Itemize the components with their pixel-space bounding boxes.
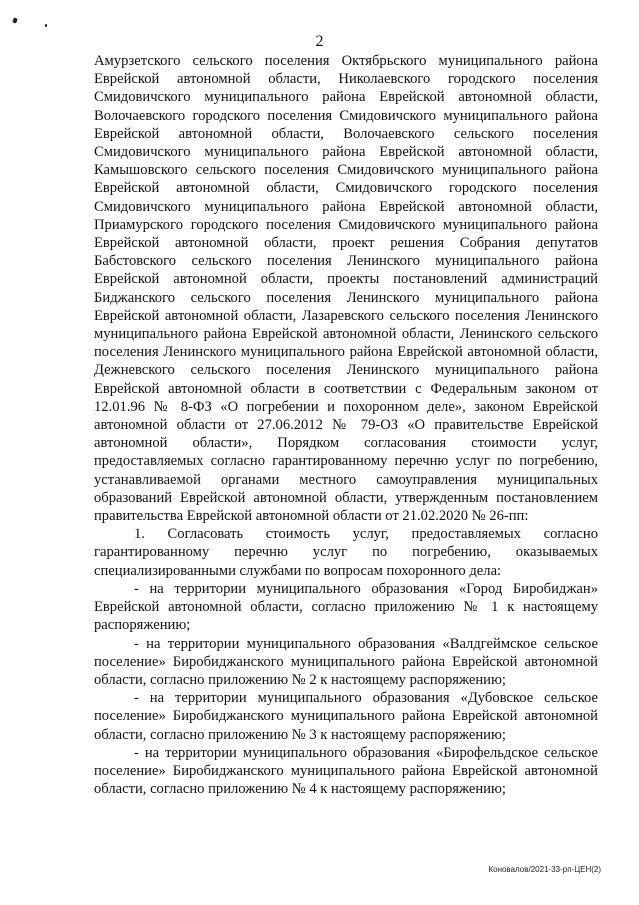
document-reference-code: Коновалов/2021-33-рп-ЦЕН(2) [488, 865, 601, 874]
sub-item-2: - на территории муниципального образования «Валдгеймское сельское поселение» Биробиджанского муниципального района Еврейской автономной области, согласно приложению № 2 к настоящему распоряжению; [94, 635, 598, 688]
sub-item-4: - на территории муниципального образования «Бирофельдское сельское поселение» Биробиджанского муниципального района Еврейской автономной области, согласно приложению № 4 к настоящему распоряжению; [94, 744, 598, 798]
intro-paragraph: Амурзетского сельского поселения Октябрьского муниципального района Еврейской автономной области, Николаевского городского поселения Смидовичского муниципального района Еврейской автономной области, Волочаевского городского поселения Смидовичского муниципального района Еврейской автономной области, Волочаевского сельского поселения Смидовичского муниципального района Еврейской автономной области, Камышовского сельского поселения Смидовичского муниципального района Еврейской автономной области, Смидовичского городского поселения Смидовичского муниципального района Еврейской автономной области, Приамурского городского поселения Смидовичского муниципального района Еврейской автономной области, проект решения Собрания депутатов Бабстовского сельского поселения Ленинского муниципального района Еврейской автономной области, проекты постановлений администраций Биджанского сельского поселения Ленинского муниципального района Еврейской автономной области, Лазаревского сельского поселения Ленинского муниципального района Еврейской автономной области, Ленинского сельского поселения Ленинского муниципального района Еврейской автономной области, Дежневского сельского поселения Ленинского муниципального района Еврейской автономной области в соответствии с Федеральным законом от 12.01.96 № 8-ФЗ «О погребении и похоронном деле», законом Еврейской автономной области от 27.06.2012 № 79-ОЗ «О правительстве Еврейской автономной области», Порядком согласования стоимости услуг, предоставляемых согласно гарантированному перечню услуг по погребению, устанавливаемой органами местного самоуправления муниципальных образований Еврейской автономной области, утвержденным постановлением правительства Еврейской автономной области от 21.02.2020 № 26-пп: [94, 53, 598, 525]
sub-item-3: - на территории муниципального образования «Дубовское сельское поселение» Биробиджанского муниципального района Еврейской автономной области, согласно приложению № 3 к настоящему распоряжению; [94, 690, 598, 743]
scan-artifact-dot [45, 24, 47, 27]
page-number: 2 [315, 33, 324, 50]
scan-artifact-mark [12, 17, 17, 23]
item-1-paragraph: 1. Согласовать стоимость услуг, предоставляемых согласно гарантированному перечню услуг по погребению, оказываемых специализированными службами по вопросам похоронного дела: [94, 526, 598, 579]
document-body [94, 52, 598, 798]
sub-item-1: - на территории муниципального образования «Город Биробиджан» Еврейской автономной области, согласно приложению № 1 к настоящему распоряжению; [94, 580, 598, 634]
